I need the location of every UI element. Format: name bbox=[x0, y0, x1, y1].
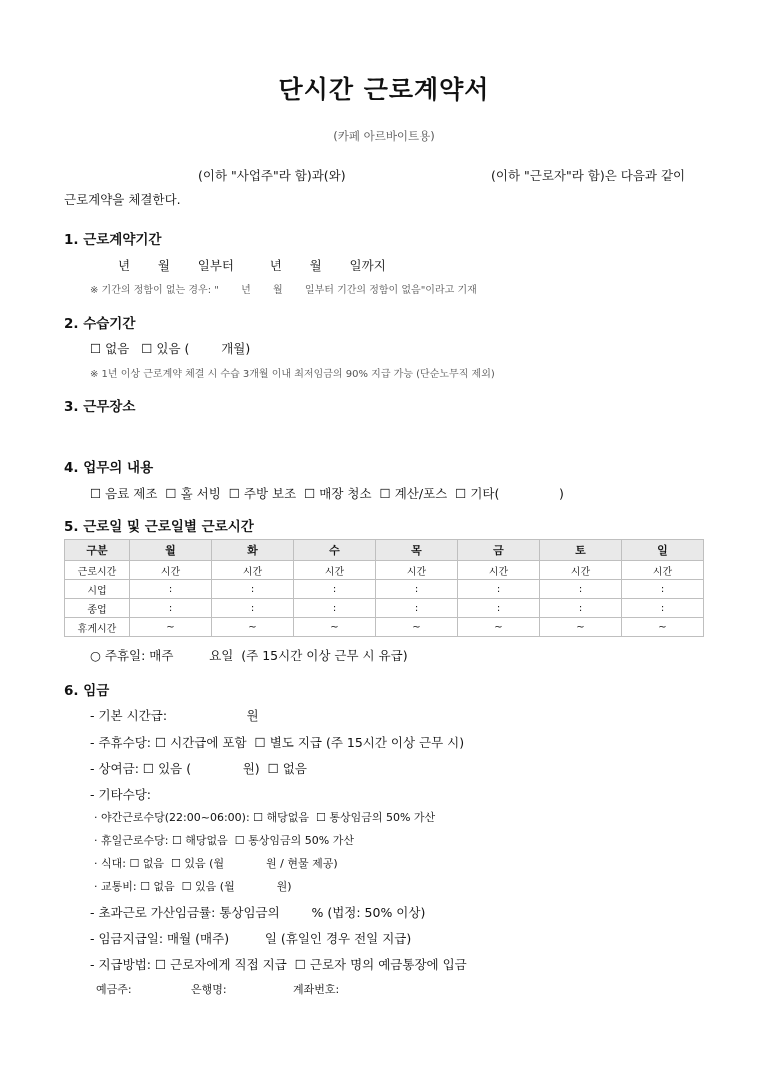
table-cell: 시간 bbox=[540, 561, 622, 580]
table-header-cell: 수 bbox=[294, 540, 376, 561]
table-cell: ~ bbox=[130, 618, 212, 637]
table-cell: : bbox=[622, 580, 704, 599]
table-cell: 근로시간 bbox=[65, 561, 130, 580]
table-row bbox=[65, 580, 704, 599]
table-header-cell: 토 bbox=[540, 540, 622, 561]
wage-item-payment-method: - 지급방법: ☐ 근로자에게 직접 지급 ☐ 근로자 명의 예금통장에 입금 bbox=[90, 957, 467, 972]
table-cell: 종업 bbox=[65, 599, 130, 618]
wage-item-bonus: - 상여금: ☐ 있음 ( 원) ☐ 없음 bbox=[90, 761, 307, 776]
table-cell: ~ bbox=[622, 618, 704, 637]
intro-employer: (이하 "사업주"라 함)과(와) bbox=[198, 168, 346, 183]
table-cell: 시간 bbox=[130, 561, 212, 580]
intro-line2: 근로계약을 체결한다. bbox=[64, 192, 181, 207]
table-cell: ~ bbox=[294, 618, 376, 637]
table-cell: ~ bbox=[540, 618, 622, 637]
wage-item-base: - 기본 시간급: 원 bbox=[90, 708, 259, 723]
table-header-cell: 일 bbox=[622, 540, 704, 561]
wage-item-overtime: - 초과근로 가산임금률: 통상임금의 % (법정: 50% 이상) bbox=[90, 905, 426, 920]
table-header-cell: 금 bbox=[458, 540, 540, 561]
contract-period: 년 월 일부터 년 월 일까지 bbox=[118, 258, 386, 273]
document-title: 단시간 근로계약서 bbox=[278, 75, 490, 104]
table-row bbox=[65, 561, 704, 580]
table-cell: : bbox=[376, 580, 458, 599]
period-note: ※ 기간의 정함이 없는 경우: " 년 월 일부터 기간의 정함이 없음"이라고 기재 bbox=[90, 285, 477, 296]
weekly-holiday: ○ 주휴일: 매주 요일 (주 15시간 이상 근무 시 유급) bbox=[90, 648, 408, 663]
table-cell: : bbox=[540, 580, 622, 599]
section-5-heading: 5. 근로일 및 근로일별 근로시간 bbox=[64, 519, 254, 535]
table-header-cell: 월 bbox=[130, 540, 212, 561]
section-3-heading: 3. 근무장소 bbox=[64, 399, 136, 415]
probation-options: ☐ 없음 ☐ 있음 ( 개월) bbox=[90, 341, 251, 356]
section-6-heading: 6. 임금 bbox=[64, 683, 110, 699]
table-cell: : bbox=[294, 599, 376, 618]
table-cell: : bbox=[540, 599, 622, 618]
table-cell: : bbox=[130, 580, 212, 599]
bank-account-line: 예금주: 은행명: 계좌번호: bbox=[96, 983, 340, 996]
table-cell: ~ bbox=[458, 618, 540, 637]
section-2-heading: 2. 수습기간 bbox=[64, 316, 136, 332]
table-row bbox=[65, 618, 704, 637]
table-header-row bbox=[65, 540, 704, 561]
probation-note: ※ 1년 이상 근로계약 체결 시 수습 3개월 이내 최저임금의 90% 지급 가능 (단순노무직 제외) bbox=[90, 369, 495, 380]
allowance-night: · 야간근로수당(22:00~06:00): ☐ 해당없음 ☐ 통상임금의 50% 가산 bbox=[94, 811, 436, 824]
wage-item-payday: - 임금지급일: 매월 (매주) 일 (휴일인 경우 전일 지급) bbox=[90, 931, 412, 946]
table-cell: : bbox=[130, 599, 212, 618]
allowance-meal: · 식대: ☐ 없음 ☐ 있음 (월 원 / 현물 제공) bbox=[94, 857, 338, 870]
table-cell: : bbox=[212, 580, 294, 599]
allowance-transport: · 교통비: ☐ 없음 ☐ 있음 (월 원) bbox=[94, 880, 292, 893]
document-subtitle: (카페 아르바이트용) bbox=[333, 129, 435, 143]
table-cell: : bbox=[458, 599, 540, 618]
table-cell: : bbox=[622, 599, 704, 618]
intro-employee: (이하 "근로자"라 함)은 다음과 같이 bbox=[491, 168, 686, 183]
table-cell: ~ bbox=[212, 618, 294, 637]
table-cell: 시업 bbox=[65, 580, 130, 599]
table-cell: ~ bbox=[376, 618, 458, 637]
table-cell: 시간 bbox=[294, 561, 376, 580]
table-header-cell: 구분 bbox=[65, 540, 130, 561]
table-cell: : bbox=[458, 580, 540, 599]
section-1-heading: 1. 근로계약기간 bbox=[64, 232, 162, 248]
table-cell: : bbox=[212, 599, 294, 618]
job-options: ☐ 음료 제조 ☐ 홀 서빙 ☐ 주방 보조 ☐ 매장 청소 ☐ 계산/포스 ☐ 기타( ) bbox=[90, 486, 564, 501]
table-header-cell: 화 bbox=[212, 540, 294, 561]
table-cell: : bbox=[294, 580, 376, 599]
table-cell: : bbox=[376, 599, 458, 618]
wage-item-other: - 기타수당: bbox=[90, 787, 151, 802]
allowance-holiday: · 휴일근로수당: ☐ 해당없음 ☐ 통상임금의 50% 가산 bbox=[94, 834, 354, 847]
table-header-cell: 목 bbox=[376, 540, 458, 561]
table-row bbox=[65, 599, 704, 618]
table-cell: 시간 bbox=[376, 561, 458, 580]
table-cell: 시간 bbox=[458, 561, 540, 580]
table-cell: 시간 bbox=[212, 561, 294, 580]
work-schedule-table bbox=[64, 539, 704, 637]
section-4-heading: 4. 업무의 내용 bbox=[64, 460, 154, 476]
table-cell: 휴게시간 bbox=[65, 618, 130, 637]
table-cell: 시간 bbox=[622, 561, 704, 580]
wage-item-weekly-allowance: - 주휴수당: ☐ 시간급에 포함 ☐ 별도 지급 (주 15시간 이상 근무 시) bbox=[90, 735, 465, 750]
